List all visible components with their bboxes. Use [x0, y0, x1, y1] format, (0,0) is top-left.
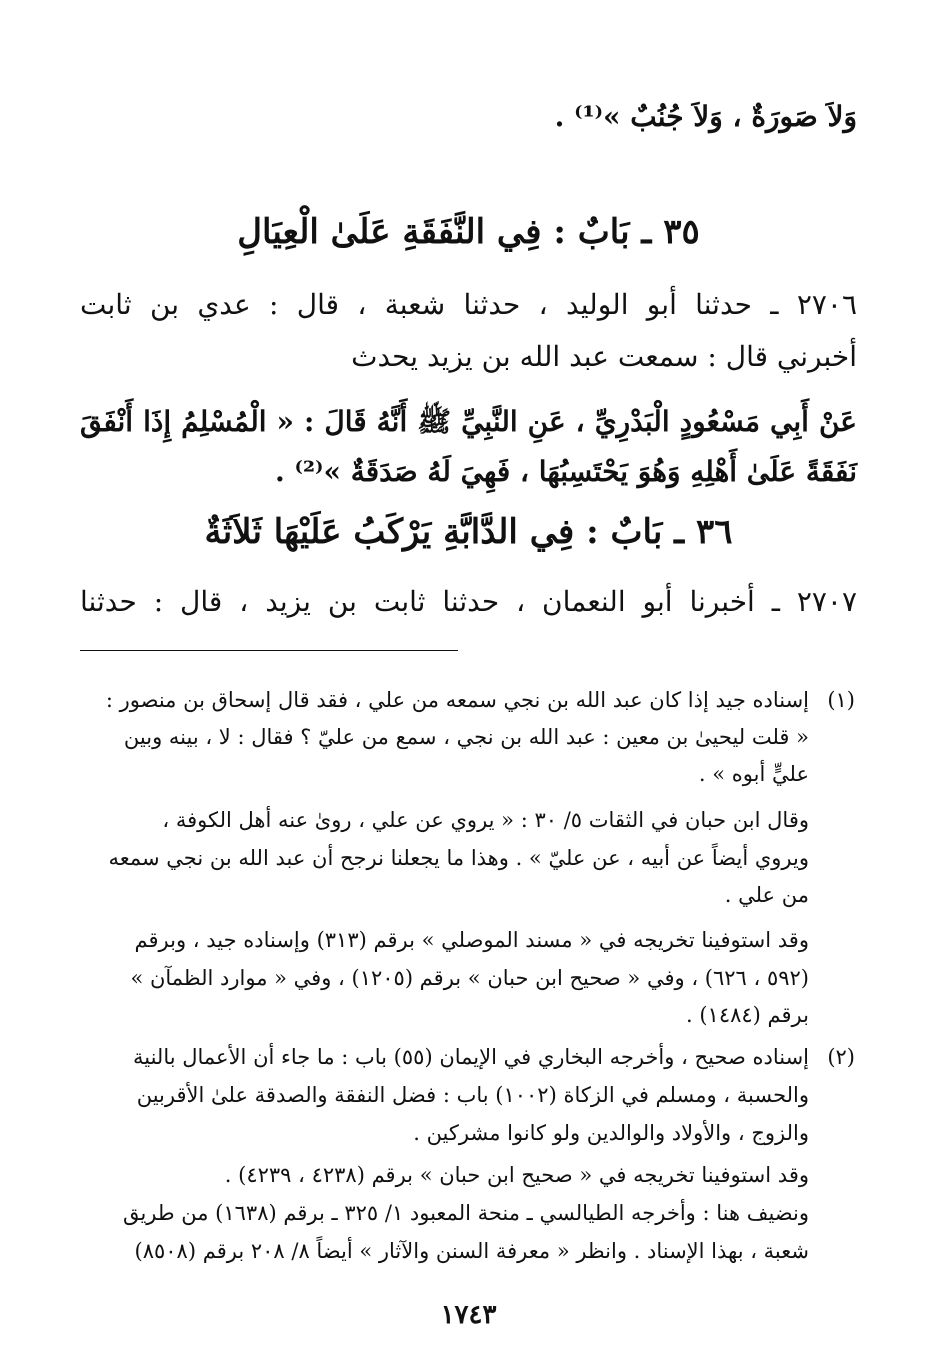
footnote-1-number: (١)	[827, 688, 855, 712]
footnote-divider	[80, 650, 458, 651]
chapter-36-heading: ٣٦ ـ بَابٌ : فِي الدَّابَّةِ يَرْكَبُ عَلَيْهَا ثَلاَثَةٌ	[204, 512, 733, 552]
page-number: ١٧٤٣	[440, 1300, 497, 1330]
footnote-2-line-1: إسناده صحيح ، وأخرجه البخاري في الإيمان (٥٥) باب : ما جاء أن الأعمال بالنية	[133, 1045, 809, 1069]
hadith-2706-intro-line-1: ٢٧٠٦ ـ حدثنا أبو الوليد ، حدثنا شعبة ، قال : عدي بن ثابت	[80, 288, 857, 321]
hadith-2706-text-line-2: نَفَقَةً عَلَىٰ أَهْلِهِ وَهُوَ يَحْتَسِبُهَا ، فَهِيَ لَهُ صَدَقَةٌ »⁽²⁾ .	[275, 455, 857, 488]
footnote-2-line-6: شعبة ، بهذا الإسناد . وانظر « معرفة السنن والآثار » أيضاً ٨/ ٢٠٨ برقم (٨٥٠٨)	[134, 1239, 809, 1263]
hadith-2707-intro: ٢٧٠٧ ـ أخبرنا أبو النعمان ، حدثنا ثابت بن يزيد ، قال : حدثنا	[80, 585, 857, 618]
footnote-1-line-9: برقم (١٤٨٤) .	[686, 1003, 809, 1027]
footnote-1-line-7: وقد استوفينا تخريجه في « مسند الموصلي » برقم (٣١٣) وإسناده جيد ، وبرقم	[134, 928, 809, 952]
footnote-2-line-5: ونضيف هنا : وأخرجه الطيالسي ـ منحة المعبود ١/ ٣٢٥ ـ برقم (١٦٣٨) من طريق	[122, 1201, 809, 1225]
footnote-1-line-8: (٥٩٢ ، ٦٢٦) ، وفي « صحيح ابن حبان » برقم (١٢٠٥) ، وفي « موارد الظمآن »	[130, 966, 809, 990]
footnote-2-line-2: والحسبة ، ومسلم في الزكاة (١٠٠٢) باب : فضل النفقة والصدقة علىٰ الأقربين	[136, 1083, 809, 1107]
chapter-35-heading: ٣٥ ـ بَابٌ : فِي النَّفَقَةِ عَلَىٰ الْعِيَالِ	[237, 212, 700, 252]
footnote-2-number: (٢)	[827, 1045, 855, 1069]
footnote-2-line-4: وقد استوفينا تخريجه في « صحيح ابن حبان » برقم (٤٢٣٨ ، ٤٢٣٩) .	[224, 1163, 809, 1187]
footnote-2-line-3: والزوج ، والأولاد والوالدين ولو كانوا مشركين .	[413, 1121, 809, 1145]
hadith-2706-intro-line-2: أخبرني قال : سمعت عبد الله بن يزيد يحدث	[351, 340, 857, 373]
footnote-1-line-3: عليٍّ أبوه » .	[698, 762, 809, 786]
hadith-2706-text-line-1: عَنْ أَبِي مَسْعُودٍ الْبَدْرِيِّ ، عَنِ النَّبِيِّ ﷺ أَنَّهُ قَالَ : « الْمُسْلِمُ إِذَا أَنْفَقَ	[80, 405, 857, 438]
footnote-1-line-5: ويروي أيضاً عن أبيه ، عن عليّ » . وهذا ما يجعلنا نرجح أن عبد الله بن نجي سمعه	[108, 846, 809, 870]
footnote-1-line-1: إسناده جيد إذا كان عبد الله بن نجي سمعه من علي ، فقد قال إسحاق بن منصور :	[105, 688, 809, 712]
continuation-line: وَلاَ صَورَةٌ ، وَلاَ جُنُبٌ »⁽¹⁾ .	[554, 100, 857, 133]
footnote-1-line-6: من علي .	[724, 883, 809, 907]
footnote-1-line-4: وقال ابن حبان في الثقات ٥/ ٣٠ : « يروي عن علي ، رویٰ عنه أهل الكوفة ،	[162, 808, 809, 832]
footnote-1-line-2: « قلت ليحيىٰ بن معين : عبد الله بن نجي ، سمع من عليّ ؟ فقال : لا ، بينه وبين	[123, 725, 809, 749]
